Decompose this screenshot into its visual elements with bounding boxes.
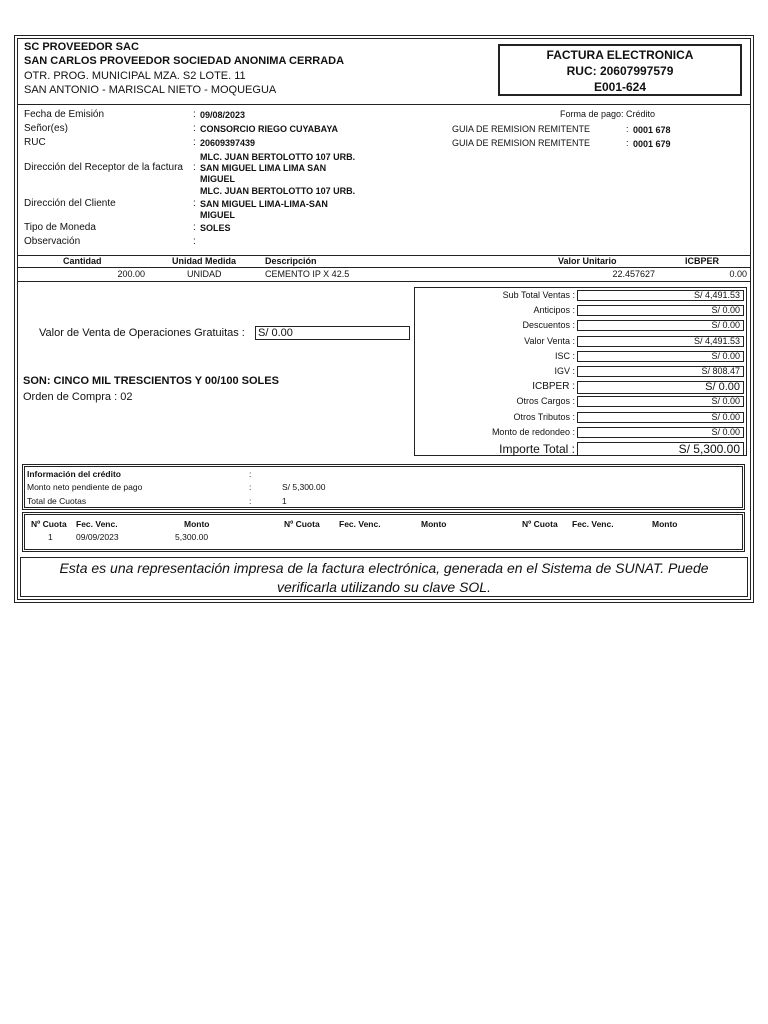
total-value: S/ 5,300.00 [577, 442, 744, 456]
dir-receptor-colon: : [193, 162, 196, 173]
cuota-h2: Nº Cuota [284, 519, 320, 529]
guia2-label: GUIA DE REMISION REMITENTE [452, 138, 591, 148]
total-label: Anticipos : [533, 305, 575, 315]
dir-cliente-line2: SAN MIGUEL LIMA-LIMA-SAN [200, 199, 328, 209]
dir-cliente-line1: MLC. JUAN BERTOLOTTO 107 URB. [200, 186, 356, 196]
total-label: Otros Tributos : [513, 412, 575, 422]
ruc-colon: : [193, 137, 196, 148]
footer-line2: verificarla utilizando su clave SOL. [277, 579, 491, 595]
guia1-value: 0001 678 [633, 125, 671, 135]
th-descripcion: Descripción [265, 256, 317, 266]
company-legal-name: SAN CARLOS PROVEEDOR SOCIEDAD ANONIMA CERRADA [24, 55, 345, 67]
total-value: S/ 0.00 [577, 351, 744, 362]
invoice-number: E001-624 [593, 80, 647, 94]
credit-cuotas-colon: : [249, 496, 252, 506]
credit-title: Información del crédito [27, 469, 121, 479]
th-icbper: ICBPER [685, 256, 720, 266]
credit-title-colon: : [249, 469, 252, 479]
credit-cuotas-label: Total de Cuotas [27, 496, 87, 506]
moneda-colon: : [193, 222, 196, 233]
header-divider [17, 104, 751, 105]
total-label: ICBPER : [532, 381, 575, 392]
items-table-header-line [17, 267, 751, 268]
credit-monto-value: S/ 5,300.00 [282, 482, 326, 492]
fecha-label: Fecha de Emisión [24, 109, 105, 120]
fecha-colon: : [193, 109, 196, 120]
row-icbper: 0.00 [729, 269, 747, 279]
row-valor-unitario: 22.457627 [612, 269, 655, 279]
items-table-top-line [17, 255, 751, 256]
company-address-line1: OTR. PROG. MUNICIPAL MZA. S2 LOTE. 11 [24, 70, 246, 82]
row-unidad: UNIDAD [187, 269, 222, 279]
total-value: S/ 0.00 [577, 305, 744, 316]
footer-box [20, 557, 748, 597]
fec-h3: Fec. Venc. [572, 519, 614, 529]
footer-line1: Esta es una representación impresa de la factura electrónica, generada en el Sistema de SUNAT. Puede [59, 560, 709, 576]
moneda-value: SOLES [200, 223, 231, 233]
dir-cliente-line3: MIGUEL [200, 210, 235, 220]
total-value: S/ 4,491.53 [577, 336, 744, 347]
cuota-row1-monto: 5,300.00 [175, 532, 209, 542]
invoice-id-box [498, 44, 742, 96]
total-label: ISC : [554, 351, 575, 361]
cuota-h3: Nº Cuota [522, 519, 558, 529]
total-label: Sub Total Ventas : [502, 290, 575, 300]
cuota-row1-num: 1 [48, 532, 53, 542]
total-value: S/ 0.00 [577, 320, 744, 331]
total-label: Descuentos : [522, 320, 575, 330]
total-label: IGV : [554, 366, 575, 376]
total-value: S/ 4,491.53 [577, 290, 744, 301]
dir-receptor-line2: SAN MIGUEL LIMA LIMA SAN [200, 163, 327, 173]
items-row-left-border [17, 267, 18, 281]
th-valor-unitario: Valor Unitario [558, 256, 617, 266]
total-label: Otros Cargos : [516, 396, 575, 406]
fec-h2: Fec. Venc. [339, 519, 381, 529]
th-cantidad: Cantidad [63, 256, 102, 266]
orden-compra: Orden de Compra : 02 [23, 391, 133, 403]
dir-cliente-colon: : [193, 198, 196, 209]
amount-in-words: SON: CINCO MIL TRESCIENTOS Y 00/100 SOLES [23, 375, 279, 387]
forma-pago: Forma de pago: Crédito [560, 109, 656, 119]
credit-monto-label: Monto neto pendiente de pago [27, 482, 143, 492]
gratuitas-label: Valor de Venta de Operaciones Gratuitas : [39, 327, 245, 339]
observacion-label: Observación [24, 236, 81, 247]
guia1-label: GUIA DE REMISION REMITENTE [452, 124, 591, 134]
total-value: S/ 0.00 [577, 396, 744, 407]
observacion-colon: : [193, 236, 196, 247]
invoice-type: FACTURA ELECTRONICA [546, 48, 694, 62]
company-name: SC PROVEEDOR SAC [24, 41, 139, 53]
row-descripcion: CEMENTO IP X 42.5 [265, 269, 350, 279]
company-address-line2: SAN ANTONIO - MARISCAL NIETO - MOQUEGUA [24, 84, 277, 96]
cuota-row1-fec: 09/09/2023 [76, 532, 119, 542]
total-value: S/ 808.47 [577, 366, 744, 377]
total-label: Monto de redondeo : [491, 427, 575, 437]
monto-h2: Monto [421, 519, 447, 529]
total-label: Importe Total : [499, 442, 575, 456]
cuota-h1: Nº Cuota [31, 519, 67, 529]
fec-h1: Fec. Venc. [76, 519, 118, 529]
row-cantidad: 200.00 [117, 269, 145, 279]
monto-h3: Monto [652, 519, 678, 529]
fecha-value: 09/08/2023 [200, 110, 246, 120]
guia2-colon: : [626, 138, 629, 148]
monto-h1: Monto [184, 519, 210, 529]
moneda-label: Tipo de Moneda [24, 222, 96, 233]
dir-receptor-line1: MLC. JUAN BERTOLOTTO 107 URB. [200, 152, 356, 162]
total-label: Valor Venta : [524, 336, 575, 346]
dir-receptor-line3: MIGUEL [200, 174, 235, 184]
guia2-value: 0001 679 [633, 139, 671, 149]
ruc-label: RUC [24, 137, 46, 148]
gratuitas-value: S/ 0.00 [255, 326, 410, 340]
invoice-ruc: RUC: 20607997579 [566, 64, 674, 78]
senor-value: CONSORCIO RIEGO CUYABAYA [200, 124, 339, 134]
credit-cuotas-value: 1 [282, 496, 287, 506]
ruc-value: 20609397439 [200, 138, 256, 148]
cuotas-box-inner [24, 514, 743, 550]
items-table-bottom-line [17, 281, 751, 282]
total-value: S/ 0.00 [577, 381, 744, 394]
credit-monto-colon: : [249, 482, 252, 492]
senor-label: Señor(es) [24, 123, 68, 134]
dir-receptor-label: Dirección del Receptor de la factura [24, 162, 183, 173]
total-value: S/ 0.00 [577, 412, 744, 423]
guia1-colon: : [626, 124, 629, 134]
senor-colon: : [193, 123, 196, 134]
total-value: S/ 0.00 [577, 427, 744, 438]
items-row-right-border [750, 267, 751, 281]
dir-cliente-label: Dirección del Cliente [24, 198, 116, 209]
th-unidad: Unidad Medida [172, 256, 237, 266]
